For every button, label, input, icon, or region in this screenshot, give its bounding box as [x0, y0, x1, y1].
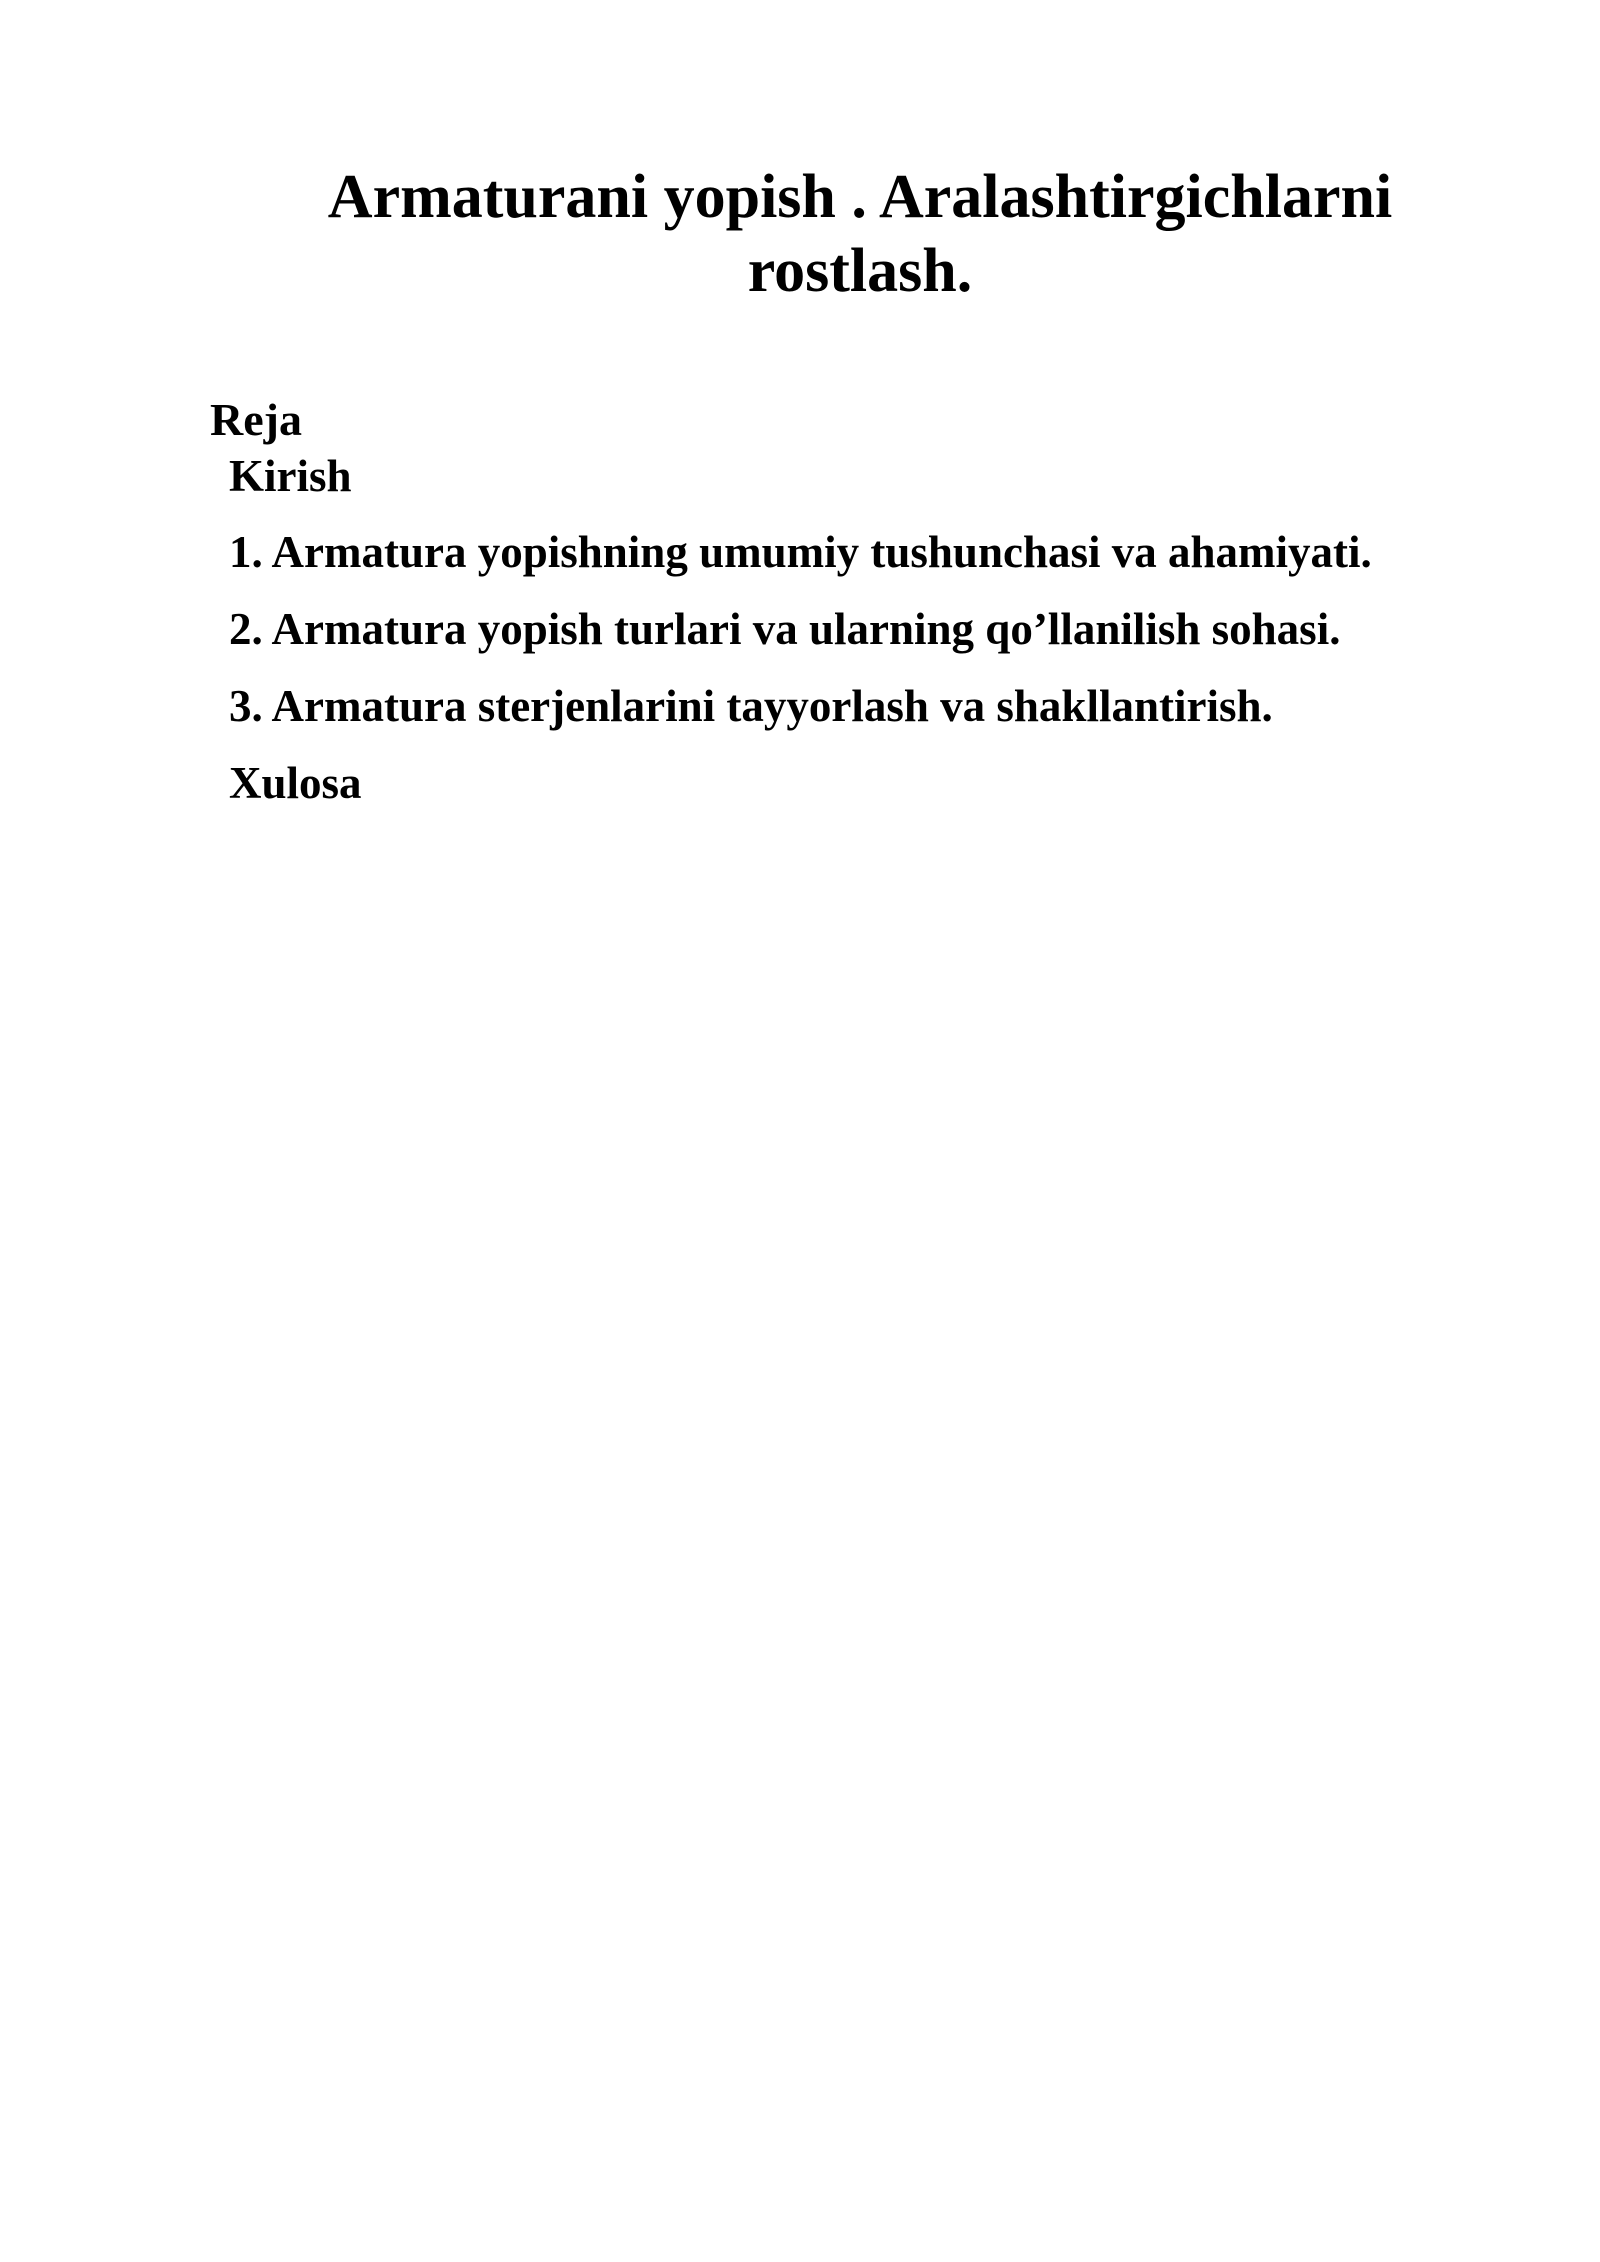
plan-item-1: 1. Armatura yopishning umumiy tushunchasi va ahamiyati. — [229, 527, 1372, 577]
plan-item-3: 3. Armatura sterjenlarini tayyorlash va shakllantirish. — [229, 681, 1273, 731]
plan-heading: Reja — [210, 394, 302, 445]
plan-item-intro: Kirish — [229, 451, 352, 501]
plan-list — [229, 448, 1372, 832]
plan-item-2: 2. Armatura yopish turlari va ularning qo’llanilish sohasi. — [229, 604, 1341, 654]
document-title: Armaturani yopish . Aralashtirgichlarni rostlash. — [327, 163, 1393, 305]
plan-item-conclusion: Xulosa — [229, 758, 362, 808]
